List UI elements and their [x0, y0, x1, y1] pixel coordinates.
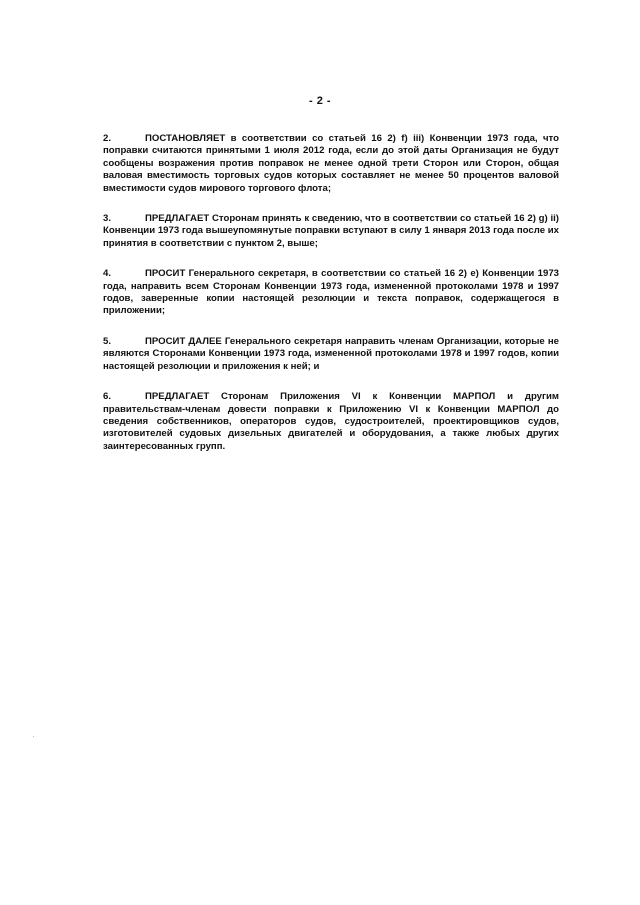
paragraph-text: ПРЕДЛАГАЕТ Сторонам принять к сведению, что в соответствии со статьей 16 2) g) ii) Конвенции 1973 года вышеупомянутые поправки вступают в силу 1 января 2013 года после их принятия в соответствии с пунктом 2, выше; [103, 213, 559, 249]
paragraph-number: 3. [103, 213, 112, 225]
paragraph-number: 6. [103, 391, 112, 403]
document-body [103, 133, 559, 471]
scan-artifact [33, 736, 34, 737]
paragraph-text: ПРОСИТ Генерального секретаря, в соответствии со статьей 16 2) e) Конвенции 1973 года, направить всем Сторонам Конвенции 1973 года, измененной протоколами 1978 и 1997 годов, заверенные копии настоящей резолюции и текста поправок, содержащегося в приложении; [103, 268, 559, 317]
paragraph-number: 2. [103, 133, 112, 144]
paragraph-text: ПРЕДЛАГАЕТ Сторонам Приложения VI к Конвенции МАРПОЛ и другим правительствам-членам довести поправки к Приложению VI к Конвенции МАРПОЛ до сведения собственников, операторов судов, судостроителей, проектировщиков судов, изготовителей судовых дизельных двигателей и оборудования, а также любых других заинтересованных групп. [103, 391, 559, 452]
paragraph-4 [103, 268, 559, 318]
paragraph-5 [103, 336, 559, 373]
paragraph-number: 4. [103, 268, 112, 280]
paragraph-text: ПРОСИТ ДАЛЕЕ Генерального секретаря направить членам Организации, которые не являются Сторонами Конвенции 1973 года, измененной протоколами 1978 и 1997 годов, копии настоящей резолюции и приложения к ней; и [103, 335, 559, 372]
paragraph-number: 5. [103, 335, 112, 347]
paragraph-text: ПОСТАНОВЛЯЕТ в соответствии со статьей 16 2) f) iii) Конвенции 1973 года, что поправки считаются принятыми 1 июля 2012 года, если до этой даты Организация не будут сообщены возражения против поправок не менее одной трети Сторон или Сторон, общая валовая вместимость торговых судов которых составляет не менее 50 процентов валовой вместимости судов мирового торгового флота; [103, 133, 559, 194]
paragraph-2 [103, 133, 559, 195]
paragraph-3 [103, 213, 559, 250]
page-number: - 2 - [308, 95, 332, 107]
paragraph-6 [103, 391, 559, 453]
